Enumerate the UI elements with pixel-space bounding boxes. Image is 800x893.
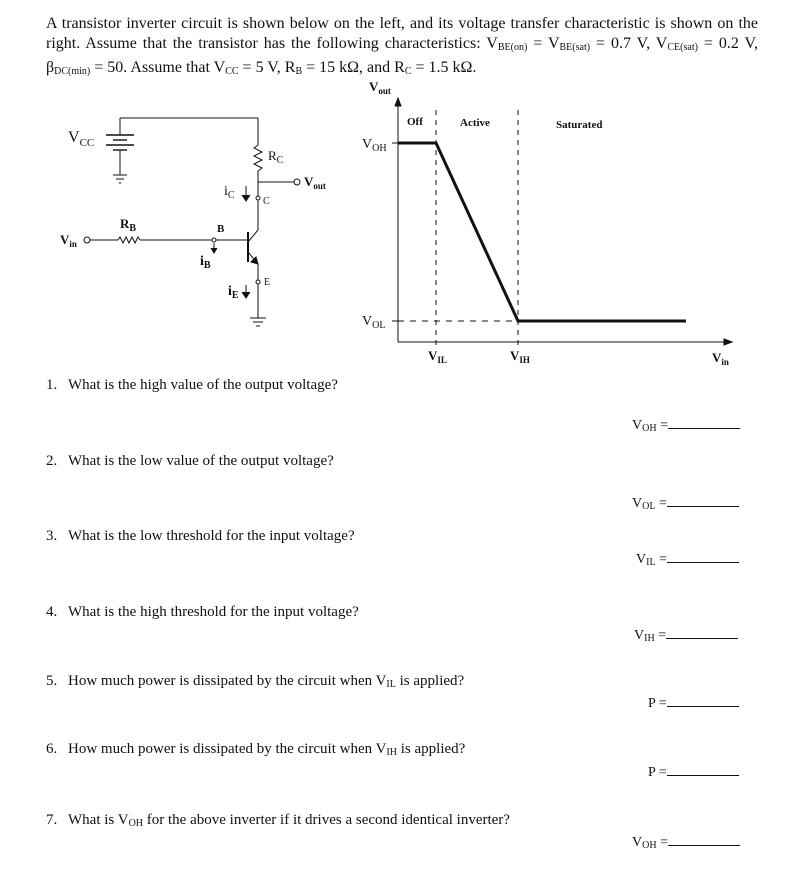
collector-label: C: [263, 196, 270, 207]
answer-label-sub: OH: [642, 840, 657, 851]
answer-label-sub: OL: [642, 501, 656, 512]
answer-3: [636, 550, 739, 568]
answer-equals: =: [654, 628, 667, 643]
question-number: 1.: [46, 377, 58, 393]
answer-7: [632, 833, 740, 851]
figures: [0, 0, 800, 380]
vtc-x-axis-label: $V_{in}$: [712, 350, 729, 367]
answer-blank[interactable]: [667, 763, 739, 776]
answer-equals: =: [655, 765, 667, 780]
intro-text: A transistor inverter circuit is shown below on the left, and its voltage transfer characteristic is shown on the right. Assume that the transistor has the following characteristics: V: [46, 15, 758, 52]
rc-label: $R_C$: [268, 148, 284, 166]
ie-label: $i_E$: [228, 284, 239, 301]
answer-equals: =: [655, 496, 667, 511]
question-number: 7.: [46, 812, 58, 828]
question-text-sub: IL: [386, 679, 396, 690]
question-text: for the above inverter if it drives a second identical inverter?: [143, 812, 510, 828]
question-text: How much power is dissipated by the circuit when V: [68, 673, 387, 689]
sub-ce-sat: CE(sat): [667, 42, 698, 53]
sub-be-on: BE(on): [497, 42, 528, 53]
voh-tick-label: $V_{OH}$: [362, 137, 387, 154]
question-5: [46, 673, 464, 690]
question-text: What is the low value of the output voltage?: [68, 453, 334, 469]
intro-text: = 15 kΩ, and R: [302, 59, 405, 76]
question-text: What is the low threshold for the input voltage?: [68, 528, 355, 544]
intro-text: = 50. Assume that V: [90, 59, 226, 76]
base-label: B: [217, 223, 225, 235]
vtc-y-axis-label: $V_{out}$: [369, 79, 391, 96]
rb-label: $R_B$: [120, 216, 137, 234]
question-2: [46, 453, 334, 470]
question-text: is applied?: [396, 741, 466, 757]
answer-blank[interactable]: [667, 550, 739, 563]
question-text: is applied?: [395, 673, 465, 689]
answer-label: V: [632, 835, 643, 850]
question-6: [46, 741, 465, 758]
question-text: What is the high threshold for the input voltage?: [68, 604, 359, 620]
intro-text: = 0.7 V, V: [590, 35, 668, 52]
vil-tick-label: $V_{IL}$: [428, 348, 447, 365]
sub-be-sat: BE(sat): [559, 42, 591, 53]
question-text: What is the high value of the output voltage?: [68, 377, 338, 393]
intro-text: = 5 V, R: [238, 59, 296, 76]
answer-6: [648, 763, 739, 781]
question-number: 5.: [46, 673, 58, 689]
sub-dc-min: DC(min): [54, 66, 91, 77]
answer-equals: =: [656, 835, 668, 850]
ic-label: $i_C$: [224, 184, 235, 201]
answer-blank[interactable]: [667, 694, 739, 707]
intro-text: = 1.5 kΩ.: [411, 59, 477, 76]
answer-1: [632, 416, 740, 434]
answer-blank[interactable]: [667, 494, 739, 507]
intro-text: = V: [527, 35, 560, 52]
question-3: [46, 528, 355, 545]
question-text: What is V: [68, 812, 129, 828]
question-number: 6.: [46, 741, 58, 757]
question-number: 4.: [46, 604, 58, 620]
answer-label-sub: IH: [644, 633, 655, 644]
vtc-graph: [392, 98, 732, 348]
answer-label: P: [648, 765, 656, 780]
question-text-sub: OH: [128, 818, 144, 829]
vin-label: $V_{in}$: [60, 232, 77, 249]
answer-label-sub: IL: [646, 557, 656, 568]
question-number: 2.: [46, 453, 58, 469]
answer-label: V: [632, 496, 643, 511]
vcc-label: $V_{CC}$: [68, 129, 95, 149]
answer-5: [648, 694, 739, 712]
ib-label: $i_B$: [200, 254, 211, 271]
answer-equals: =: [655, 552, 667, 567]
region-saturated-label: Saturated: [556, 119, 603, 131]
vih-tick-label: $V_{IH}$: [510, 348, 530, 365]
answer-blank[interactable]: [666, 626, 738, 639]
sub-cc: CC: [225, 66, 239, 77]
answer-2: [632, 494, 739, 512]
emitter-label: E: [264, 277, 271, 288]
sub-b: B: [295, 66, 303, 77]
answer-blank[interactable]: [668, 416, 740, 429]
question-text: How much power is dissipated by the circuit when V: [68, 741, 387, 757]
answer-label-sub: OH: [642, 423, 657, 434]
answer-blank[interactable]: [668, 833, 740, 846]
question-1: [46, 377, 338, 394]
answer-4: [634, 626, 738, 644]
answer-label: V: [634, 628, 645, 643]
vol-tick-label: $V_{OL}$: [362, 314, 386, 331]
question-text-sub: IH: [386, 747, 397, 758]
answer-equals: =: [655, 696, 667, 711]
vtc-curve: [398, 143, 686, 321]
sub-c: C: [404, 66, 412, 77]
answer-equals: =: [656, 418, 668, 433]
question-7: [46, 812, 510, 829]
vout-node-label: $V_{out}$: [304, 174, 326, 191]
answer-label: P: [648, 696, 656, 711]
region-active-label: Active: [460, 117, 490, 129]
question-4: [46, 604, 359, 621]
answer-label: V: [636, 552, 647, 567]
question-number: 3.: [46, 528, 58, 544]
region-off-label: Off: [407, 116, 423, 128]
intro-text: = 0.2 V, β: [46, 35, 759, 76]
answer-label: V: [632, 418, 643, 433]
